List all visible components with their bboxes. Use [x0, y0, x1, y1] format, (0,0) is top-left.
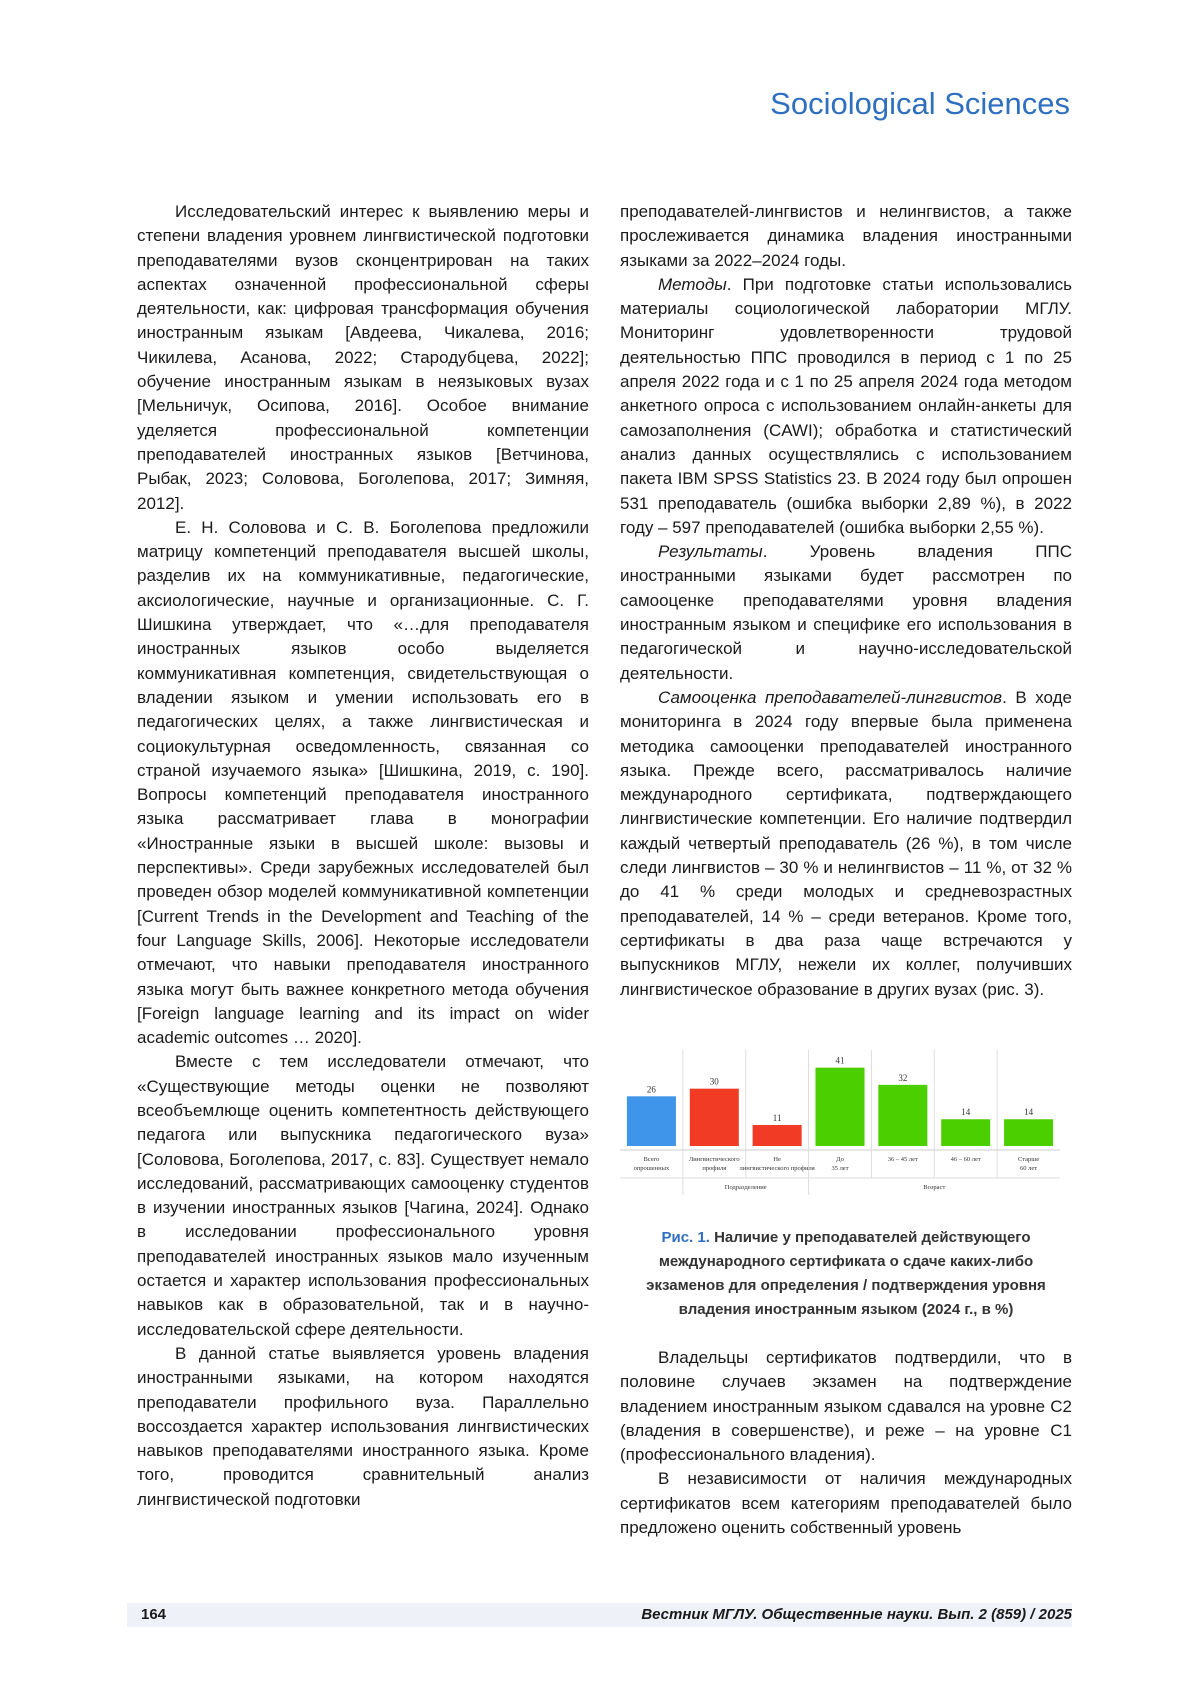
paragraph-text: . В ходе мониторинга в 2024 году впервые была применена методика самооценки преподавателей иностранного языка. Прежде всего, рассматривалось наличие международного сертификата, подтверждающего лингвистические компетенции. Его наличие подтвердил каждый четвертый преподаватель (26 %), в том числе следи лингвистов – 30 % и нелингвистов – 11 %, от 32 % до 41 % среди молодых и средневозрастных преподавателей, 14 % – среди ветеранов. Кроме того, сертификаты в два раза чаще встречаются у выпускников МГЛУ, нежели их коллег, получивших лингвистическое образование в других вузах (рис. 3). — [620, 688, 1072, 999]
bar — [1004, 1119, 1053, 1146]
category-label: Не — [773, 1156, 781, 1163]
paragraph: Владельцы сертификатов подтвердили, что в половине случаев экзамен на подтверждение владением иностранным языком сдавался на уровне С2 (владения в совершенстве), и реже – на уровне С1 (профессионального владения). — [620, 1346, 1072, 1467]
category-label: Старше — [1018, 1156, 1039, 1163]
bar — [690, 1089, 739, 1146]
paragraph: преподавателей-лингвистов и нелингвистов, а также прослеживается динамика владения иностранными языками за 2022–2024 годы. — [620, 200, 1072, 273]
figure-caption-text: Наличие у преподавателей действующего международного сертификата о сдаче каких-либо экзаменов для определения / подтверждения уровня владения иностранным языком (2024 г., в %) — [646, 1229, 1046, 1318]
paragraph: Е. Н. Соловова и С. В. Боголепова предложили матрицу компетенций преподавателя высшей школы, разделив их на коммуникативные, педагогические, аксиологические, научные и организационные. С. Г. Шишкина утверждает, что «…для преподавателя иностранных языков особо выделяется коммуникативная компетенция, свидетельствующая о владении языком и умении использовать его в педагогических целях, а также лингвистическая и социокультурная осведомленность, связанная со страной изучаемого языка» [Шишкина, 2019, с. 190]. Вопросы компетенций преподавателя иностранного языка рассматривает глава в монографии «Иностранные языки в высшей школе: вызовы и перспективы». Среди зарубежных исследователей был проведен обзор моделей коммуникативной компетенции [Current Trends in the Development and Teaching of the four Language Skills, 2006]. Некоторые исследователи отмечают, что навыки преподавателя иностранного языка могут быть важнее конкретного метода обучения [Foreign language learning and its impact on wider academic outcomes … 2020]. — [137, 516, 589, 1051]
bar-value-label: 26 — [647, 1084, 657, 1094]
group-label: Возраст — [923, 1184, 945, 1191]
right-column — [620, 200, 1072, 1002]
left-column — [137, 200, 589, 1512]
bar-value-label: 32 — [898, 1073, 907, 1083]
right-column-lower — [620, 1346, 1072, 1540]
bar-chart — [620, 1050, 1060, 1200]
page-footer — [127, 1603, 1072, 1627]
bar — [878, 1085, 927, 1146]
paragraph-self-assessment — [620, 686, 1072, 1002]
bar — [815, 1068, 864, 1146]
bar-value-label: 14 — [961, 1107, 971, 1117]
bar-value-label: 11 — [773, 1113, 782, 1123]
bar — [753, 1125, 802, 1146]
page-number: 164 — [141, 1603, 166, 1627]
paragraph-text: . При подготовке статьи использовались материалы социологической лаборатории МГЛУ. Мониторинг удовлетворенности трудовой деятельностью ППС проводился в период с 1 по 25 апреля 2022 года и с 1 по 25 апреля 2024 года методом анкетного опроса с использованием онлайн-анкеты для самозаполнения (CAWI); обработка и статистический анализ данных осуществлялись с использованием пакета IBM SPSS Statistics 23. В 2024 году был опрошен 531 преподаватель (ошибка выборки 2,89 %), в 2022 году – 597 преподавателей (ошибка выборки 2,55 %). — [620, 275, 1072, 537]
lead-self-assessment: Самооценка преподавателей-лингвистов — [658, 688, 1002, 707]
category-label: 36 – 45 лет — [888, 1156, 918, 1163]
section-header: Sociological Sciences — [770, 86, 1070, 122]
paragraph-results — [620, 540, 1072, 686]
paragraph-methods — [620, 273, 1072, 540]
bar-value-label: 30 — [710, 1077, 720, 1087]
category-label: лингвистического профиля — [740, 1165, 815, 1172]
lead-methods: Методы — [658, 275, 727, 294]
paragraph: Исследовательский интерес к выявлению меры и степени владения уровнем лингвистической подготовки преподавателями вузов сконцентрирован на таких аспектах означенной профессиональной сферы деятельности, как: цифровая трансформация обучения иностранным языкам [Авдеева, Чикалева, 2016; Чикилева, Асанова, 2022; Стародубцева, 2022]; обучение иностранным языкам в неязыковых вузах [Мельничук, Осипова, 2016]. Особое внимание уделяется профессиональной компетенции преподавателей иностранных языков [Ветчинова, Рыбак, 2023; Соловова, Боголепова, 2017; Зимняя, 2012]. — [137, 200, 589, 516]
figure-label: Рис. 1. — [661, 1229, 709, 1246]
bar — [627, 1096, 676, 1146]
category-label: Лингвистического — [689, 1156, 740, 1163]
category-label: 46 – 60 лет — [951, 1156, 981, 1163]
bar — [941, 1119, 990, 1146]
journal-title: Вестник МГЛУ. Общественные науки. Вып. 2 (859) / 2025 — [641, 1603, 1072, 1627]
paragraph: В данной статье выявляется уровень владения иностранными языками, на котором находятся преподаватели профильного вуза. Параллельно воссоздается характер использования лингвистических навыков преподавателями иностранного языка. Кроме того, проводится сравнительный анализ лингвистической подготовки — [137, 1342, 589, 1512]
lead-results: Результаты — [658, 542, 763, 561]
category-label: профиля — [702, 1165, 726, 1172]
paragraph-text: . Уровень владения ППС иностранными языками будет рассмотрен по самооценке преподавателями уровня владения иностранным языком и специфике его использования в педагогической и научно-исследовательской деятельности. — [620, 542, 1072, 682]
figure-caption — [620, 1226, 1072, 1322]
category-label: Всего — [643, 1156, 659, 1163]
category-label: До — [836, 1156, 844, 1163]
group-label: Подразделение — [725, 1184, 767, 1191]
bar-value-label: 14 — [1024, 1107, 1034, 1117]
category-label: 35 лет — [831, 1165, 848, 1172]
paragraph: В независимости от наличия международных сертификатов всем категориям преподавателей было предложено оценить собственный уровень — [620, 1467, 1072, 1540]
category-label: опрошенных — [634, 1165, 670, 1172]
bar-value-label: 41 — [836, 1056, 845, 1066]
category-label: 60 лет — [1020, 1165, 1037, 1172]
paragraph: Вместе с тем исследователи отмечают, что «Существующие методы оценки не позволяют всеобъемлюще оценить компетентность действующего педагога или выпускника педагогического вуза» [Соловова, Боголепова, 2017, с. 83]. Существует немало исследований, рассматривающих самооценку студентов в изучении иностранных языков [Чагина, 2024]. Однако в исследовании профессионального уровня преподавателей иностранных языков мало изученным остается и характер использования профессиональных навыков как в образовательной, так и в научно-исследовательской сфере деятельности. — [137, 1050, 589, 1342]
